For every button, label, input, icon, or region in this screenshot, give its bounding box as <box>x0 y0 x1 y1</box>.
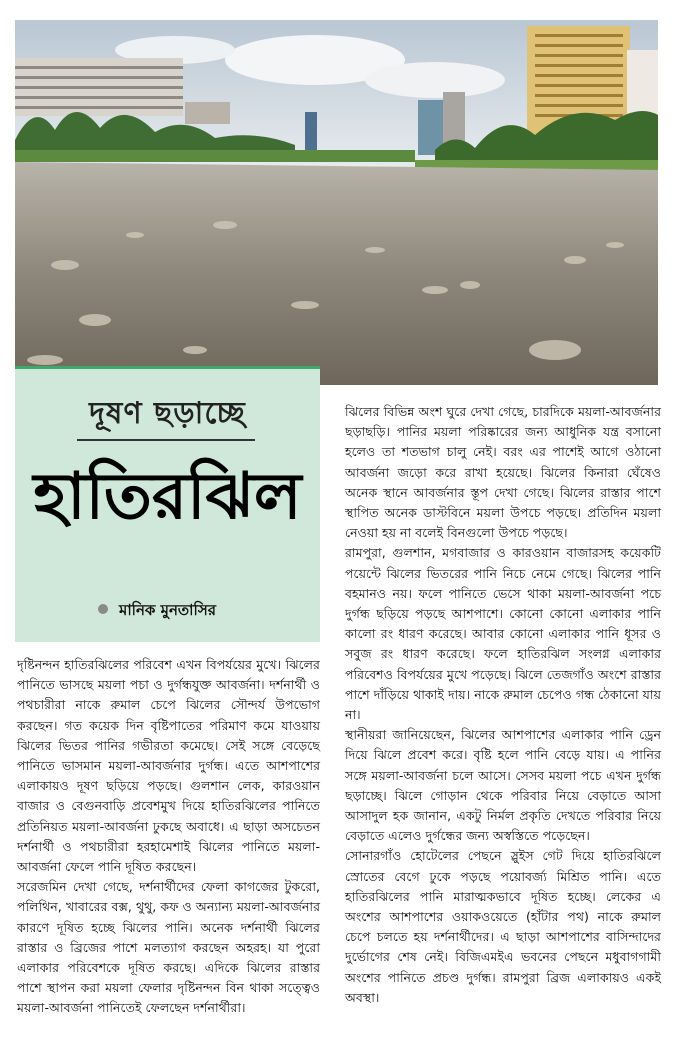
lake-photo <box>15 20 658 385</box>
article-column-left <box>17 655 320 1019</box>
paragraph: স্থানীয়রা জানিয়েছেন, ঝিলের আশপাশের এলাকার পানি ড্রেন দিয়ে ঝিলে প্রবেশ করে। বৃষ্টি হলে পানি বেড়ে যায়। এ পানির সঙ্গে ময়লা-আবর্জনা চলে আসে। সেসব ময়লা পচে এখন দুর্গন্ধ ছড়াচ্ছে। ঝিলে গোড়ান থেকে পরিবার নিয়ে বেড়াতে আসা আসাদুল হক জানান, একটু নির্মল প্রকৃতি দেখতে পরিবার নিয়ে বেড়াতে এলেও দুর্গন্ধের জন্য অস্বস্তিতে পড়েছেন। <box>345 727 661 844</box>
title-box <box>15 366 320 642</box>
paragraph: দৃষ্টিনন্দন হাতিরঝিলের পরিবেশ এখন বিপর্যয়ের মুখে। ঝিলের পানিতে ভাসছে ময়লা পচা ও দুর্গন্ধযুক্ত আবর্জনা। দর্শনার্থী ও পথচারীরা নাকে রুমাল চেপে ঝিলের সৌন্দর্য উপভোগ করছেন। গত কয়েক দিন বৃষ্টিপাতের পরিমাণ কমে যাওয়ায় ঝিলের ভিতর পানির গভীরতা কমেছে। সেই সঙ্গে বেড়েছে পানিতে ভাসমান ময়লা-আবর্জনার দুর্গন্ধ। এতে আশপাশের এলাকায়ও দূষণ ছড়িয়ে পড়ছে। গুলশান লেক, কারওয়ান বাজার ও বেগুনবাড়ি প্রবেশমুখ দিয়ে হাতিরঝিলের পানিতে প্রতিনিয়ত ময়লা-আবর্জনা ঢুকছে অবাধে। এ ছাড়া অসচেতন দর্শনার্থী ও পথচারীরা হরহামেশাই ঝিলের পানিতে ময়লা-আবর্জনা ফেলে পানি দূষিত করছেন। <box>17 657 320 875</box>
paragraph: রামপুরা, গুলশান, মগবাজার ও কারওয়ান বাজারসহ কয়েকটি পয়েন্টে ঝিলের ভিতরের পানি নিচে নেমে গেছে। ঝিলের পানি বহমানও নয়। ফলে পানিতে ভেসে থাকা ময়লা-আবর্জনা পচে দুর্গন্ধ ছড়িয়ে পড়ছে আশপাশে। কোনো কোনো এলাকার পানি কালো রং ধারণ করেছে। আবার কোনো এলাকার পানি ধূসর ও সবুজ রং ধারণ করেছে। ফলে হাতিরঝিল সংলগ্ন এলাকার পরিবেশও বিপর্যয়ের মুখে পড়েছে। ঝিলে তেজগাঁও অংশে রাস্তার পাশে দাঁড়িয়ে থাকাই দায়। নাকে রুমাল চেপেও গন্ধ ঠেকানো যায় না। <box>345 545 661 723</box>
article-kicker: দূষণ ছড়াচ্ছে <box>89 396 246 431</box>
article-headline: হাতিরঝিল <box>33 459 302 534</box>
kicker-divider <box>77 439 255 441</box>
paragraph: সোনারগাঁও হোটেলের পেছনে স্লুইস গেট দিয়ে হাতিরঝিলে স্রোতের বেগে ঢুকে পড়ছে পয়োবর্জ্য মিশ্রিত পানি। এতে হাতিরঝিলের পানি মারাত্মকভাবে দূষিত হচ্ছে। লেকের এ অংশের আশপাশের ওয়াকওয়েতে (হাঁটার পথ) নাকে রুমাল চেপে চলতে হয় দর্শনার্থীদের। এ ছাড়া আশপাশের বাসিন্দাদের দুর্ভোগের শেষ নেই। বিজিএমইএ ভবনের পেছনে মধুবাগগামী অংশের পানিতে প্রচণ্ড দুর্গন্ধ। রামপুরা ব্রিজ এলাকায়ও একই অবস্থা। <box>345 848 661 1005</box>
lake-photo-icon <box>15 20 658 385</box>
paragraph: সরেজমিন দেখা গেছে, দর্শনার্থীদের ফেলা কাগজের টুকরো, পলিথিন, খাবারের বক্স, থুথু, কফ ও অন্যান্য ময়লা-আবর্জনার কারণে দূষিত হচ্ছে ঝিলের পানি। অনেক দর্শনার্থী ঝিলের রাস্তার ও ব্রিজের পাশে মলত্যাগ করছেন অহরহ। যা পুরো এলাকার পরিবেশকে দূষিত করছে। এদিকে ঝিলের রাস্তার পাশে স্থাপন করা ময়লা ফেলার দৃষ্টিনন্দন বিন থাকা সত্ত্বেও ময়লা-আবর্জনা পানিতেই ফেলছেন দর্শনার্থীরা। <box>17 879 320 1016</box>
article-byline: মানিক মুনতাসির <box>119 601 216 619</box>
article-column-right <box>345 402 661 1008</box>
paragraph: ঝিলের বিভিন্ন অংশ ঘুরে দেখা গেছে, চারদিকে ময়লা-আবর্জনার ছড়াছড়ি। পানির ময়লা পরিষ্কারের জন্য আধুনিক যন্ত্র বসানো হলেও তা শতভাগ চালু নেই। বরং এর পাশেই আগে ওঠানো আবর্জনা জড়ো করে রাখা হয়েছে। ঝিলের কিনারা ঘেঁষেও অনেক স্থানে আবর্জনার স্তূপ দেখা গেছে। ঝিলের রাস্তার পাশে স্থাপিত অনেক ডাস্টবিনে ময়লা উপচে পড়ছে। প্রতিদিন ময়লা নেওয়া হয় না বলেই বিনগুলো উপচে পড়ছে। <box>345 404 661 541</box>
bullet-dot-icon <box>98 604 108 614</box>
